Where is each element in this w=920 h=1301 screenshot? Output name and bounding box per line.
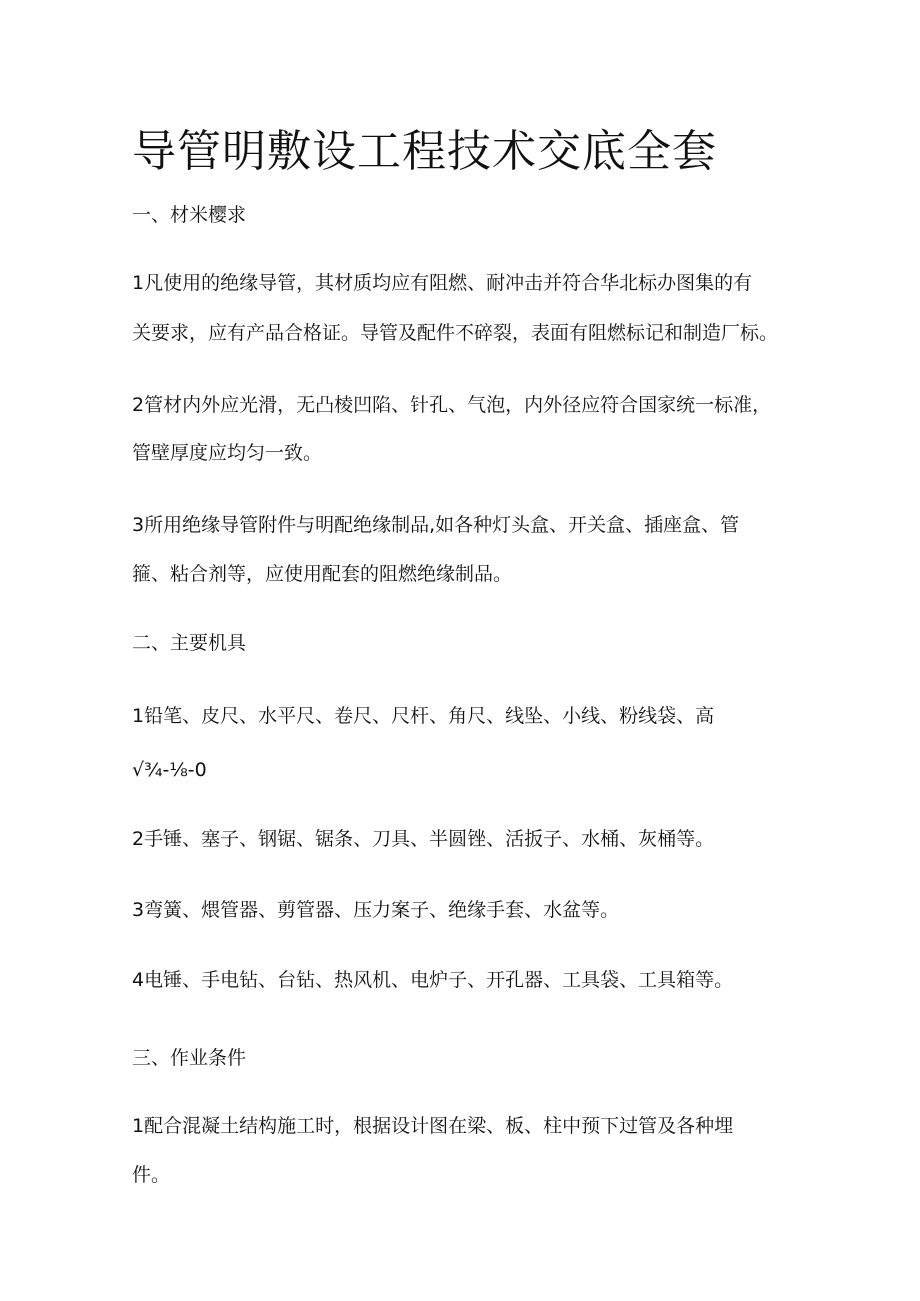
paragraph-line: 箍、粘合剂等，应使用配套的阻燃绝缘制品。 — [132, 563, 513, 585]
paragraph-line: √¾-⅛-0 — [132, 759, 207, 781]
paragraph-line: 1铅笔、皮尺、水平尺、卷尺、尺杆、角尺、线坠、小线、粉线袋、高 — [132, 705, 715, 727]
section-heading-materials: 一、材米樱求 — [132, 204, 247, 226]
paragraph-line: 1凡使用的绝缘导管，其材质均应有阻燃、耐冲击并符合华北标办图集的有 — [132, 272, 753, 294]
paragraph-line: 管壁厚度应均匀一致。 — [132, 442, 323, 464]
paragraph-line: 3所用绝缘导管附件与明配绝缘制品,如各种灯头盒、开关盒、插座盒、管 — [132, 514, 740, 536]
paragraph-line: 1配合混凝土结构施工时，根据设计图在梁、板、柱中预下过管及各种埋 — [132, 1115, 734, 1137]
section-heading-tools: 二、主要机具 — [132, 632, 247, 654]
document-title: 导管明敷设工程技术交底全套 — [132, 126, 717, 177]
paragraph-line: 2手锤、塞子、钢锯、锯条、刀具、半圆锉、活扳子、水桶、灰桶等。 — [132, 828, 715, 850]
paragraph-line: 件。 — [132, 1164, 171, 1186]
paragraph-line: 4电锤、手电钻、台钻、热风机、电炉子、开孔器、工具袋、工具箱等。 — [132, 969, 734, 991]
paragraph-line: 3弯簧、煨管器、剪管器、压力案子、绝缘手套、水盆等。 — [132, 899, 620, 921]
paragraph-line: 2管材内外应光滑，无凸棱凹陷、针孔、气泡，内外径应符合国家统一标准， — [132, 394, 772, 416]
paragraph-line: 关要求，应有产品合格证。导管及配件不碎裂，表面有阻燃标记和制造厂标。 — [132, 322, 779, 344]
section-heading-conditions: 三、作业条件 — [132, 1047, 247, 1069]
